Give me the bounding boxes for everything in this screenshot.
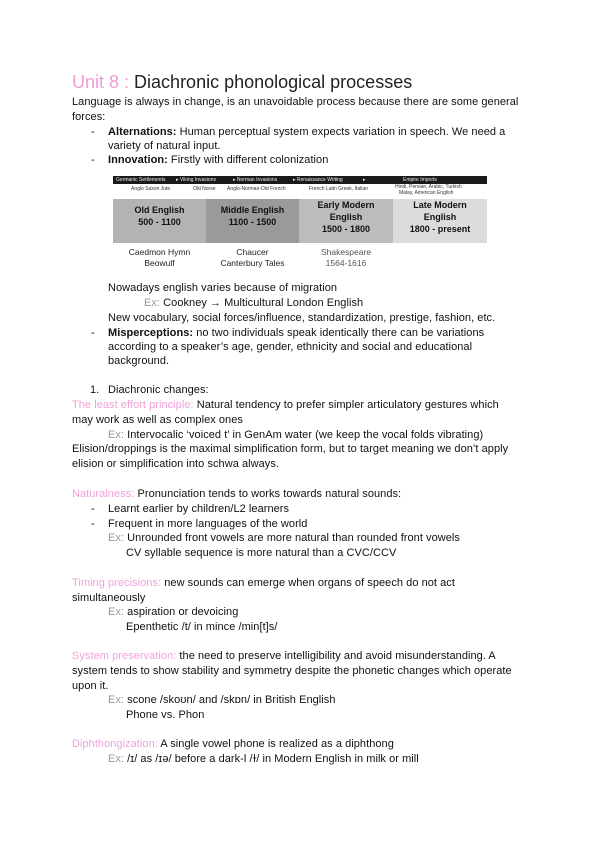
timeline-event-2: ▸ Norman Invasions bbox=[233, 177, 278, 183]
elision-line-1: Elision/droppings is the maximal simplification form, but to target meaning we don’t apply bbox=[72, 443, 509, 455]
innovation-text: Firstly with different colonization bbox=[167, 154, 329, 166]
least-effort-line-1 bbox=[72, 398, 499, 413]
migration-ex-label: Ex: bbox=[144, 297, 161, 309]
system-example-2: Phone vs. Phon bbox=[126, 709, 205, 721]
least-effort-label: The least effort principle: bbox=[72, 399, 194, 411]
diachronic-heading: Diachronic changes: bbox=[108, 384, 209, 396]
system-label: System preservation: bbox=[72, 650, 177, 662]
vocabulary-line: New vocabulary, social forces/influence, standardization, prestige, fashion, etc. bbox=[108, 312, 496, 324]
naturalness-text: Pronunciation tends to works towards natural sounds: bbox=[134, 488, 402, 500]
innovation-label: Innovation: bbox=[108, 154, 168, 166]
era-late-modern-english bbox=[393, 199, 487, 243]
works-middle-english bbox=[206, 247, 299, 269]
timeline-source-5: Malay, American English bbox=[399, 190, 454, 196]
migration-line: Nowadays english varies because of migration bbox=[108, 282, 338, 294]
era-old-english-dates: 500 - 1100 bbox=[138, 217, 181, 227]
misperceptions-dash: - bbox=[91, 327, 95, 339]
diphthongization-label: Diphthongization: bbox=[72, 738, 158, 750]
era-old-english-name: Old English bbox=[134, 205, 185, 215]
timeline-event-0: Germanic Settlements bbox=[116, 177, 166, 183]
system-text-1: the need to preserve intelligibility and avoid misunderstanding. A bbox=[176, 650, 496, 662]
alternations-line-2: variety of natural input. bbox=[108, 140, 221, 152]
title-text: Diachronic phonological processes bbox=[134, 72, 413, 92]
timing-ex-text: aspiration or devoicing bbox=[124, 606, 239, 618]
timeline-source-3: French Latin Greek, Italian bbox=[309, 186, 368, 192]
work-canterbury: Canterbury Tales bbox=[220, 258, 285, 268]
timing-line-2: simultaneously bbox=[72, 592, 146, 604]
timing-line-1 bbox=[72, 576, 455, 591]
diachronic-number: 1. bbox=[90, 384, 100, 396]
misperceptions-line-3: background. bbox=[108, 355, 170, 367]
naturalness-dash-2: - bbox=[91, 518, 95, 530]
timing-example bbox=[108, 605, 238, 620]
era-late-modern-name-2: English bbox=[423, 212, 457, 222]
diphthongization-ex-label: Ex: bbox=[108, 753, 125, 765]
naturalness-item-1: Learnt earlier by children/L2 learners bbox=[108, 503, 290, 515]
diphthongization-line bbox=[72, 737, 394, 752]
timeline-source-4: Hindi, Persian, Arabic, Turkish bbox=[395, 184, 462, 190]
misperceptions-line-2: according to a speaker’s age, gender, ethnicity and social and educational bbox=[108, 341, 473, 353]
era-late-modern-dates: 1800 - present bbox=[409, 224, 471, 234]
diphthongization-example bbox=[108, 752, 419, 767]
alternations-dash: - bbox=[91, 126, 95, 138]
system-line-1 bbox=[72, 649, 496, 664]
innovation-line bbox=[108, 153, 328, 168]
intro-line-1: Language is always in change, is an unavoidable process because there are some general bbox=[72, 96, 519, 108]
timeline-event-5: Empire Imports bbox=[403, 177, 437, 183]
misperceptions-text-1: no two individuals speak identically there can be variations bbox=[193, 327, 485, 339]
era-early-modern-dates: 1500 - 1800 bbox=[321, 224, 371, 234]
diphthongization-text: A single vowel phone is realized as a diphthong bbox=[157, 738, 394, 750]
timing-ex-label: Ex: bbox=[108, 606, 125, 618]
timeline-event-1: ▸ Viking Invasions bbox=[176, 177, 216, 183]
misperceptions-label: Misperceptions: bbox=[108, 327, 194, 339]
era-old-english bbox=[113, 199, 206, 243]
work-chaucer: Chaucer bbox=[236, 247, 269, 257]
least-effort-ex-label: Ex: bbox=[108, 429, 125, 441]
intro-line-2: forces: bbox=[72, 111, 106, 123]
elision-line-2: elision or simplification into schwa always. bbox=[72, 458, 280, 470]
timeline-event-bar bbox=[113, 176, 487, 184]
naturalness-label: Naturalness: bbox=[72, 488, 135, 500]
naturalness-dash-1: - bbox=[91, 503, 95, 515]
system-line-2: system tends to show stability and symmetry despite the phonetic changes which operate bbox=[72, 665, 512, 677]
alternations-line-1 bbox=[108, 125, 505, 140]
innovation-dash: - bbox=[91, 154, 95, 166]
title-separator: : bbox=[119, 72, 135, 92]
naturalness-item-2: Frequent in more languages of the world bbox=[108, 518, 308, 530]
timeline-source-0: Anglo Saxon Jute bbox=[131, 186, 171, 192]
work-beowulf: Beowulf bbox=[144, 258, 175, 268]
naturalness-example-2: CV syllable sequence is more natural than a CVC/CCV bbox=[126, 547, 397, 559]
era-early-modern-name-2: English bbox=[329, 212, 363, 222]
system-line-3: upon it. bbox=[72, 680, 109, 692]
naturalness-line bbox=[72, 487, 401, 502]
naturalness-ex-text: Unrounded front vowels are more natural than rounded front vowels bbox=[124, 532, 460, 544]
misperceptions-line-1 bbox=[108, 326, 484, 341]
era-early-modern-english bbox=[299, 199, 393, 243]
system-ex-text: scone /skoʊn/ and /skɒn/ in British English bbox=[124, 694, 336, 706]
alternations-text-1: Human perceptual system expects variation in speech. We need a bbox=[176, 126, 506, 138]
least-effort-text-1: Natural tendency to prefer simpler articulatory gestures which bbox=[193, 399, 499, 411]
title-unit: Unit 8 bbox=[72, 72, 120, 92]
era-middle-english-name: Middle English bbox=[220, 205, 285, 215]
system-ex-label: Ex: bbox=[108, 694, 125, 706]
era-middle-english-dates: 1100 - 1500 bbox=[228, 217, 277, 227]
work-caedmon: Caedmon Hymn bbox=[128, 247, 191, 257]
english-history-timeline bbox=[113, 176, 487, 276]
works-old-english bbox=[113, 247, 206, 269]
alternations-label: Alternations: bbox=[108, 126, 177, 138]
system-example bbox=[108, 693, 336, 708]
least-effort-line-2: may work as well as complex ones bbox=[72, 414, 243, 426]
timing-example-2: Epenthetic /t/ in mince /min[t]s/ bbox=[126, 621, 278, 633]
naturalness-example bbox=[108, 531, 460, 546]
diphthongization-ex-text: /ɪ/ as /ɪə/ before a dark-l /ɫ/ in Modern English in milk or mill bbox=[124, 753, 419, 765]
least-effort-ex-text: Intervocalic ‘voiced t’ in GenAm water (we keep the vocal folds vibrating) bbox=[124, 429, 484, 441]
timeline-event-3: ▸ Renaissance Writing bbox=[293, 177, 343, 183]
timeline-source-2: Anglo-Norman-Old French bbox=[227, 186, 286, 192]
timeline-source-1: Old Norse bbox=[193, 186, 216, 192]
work-shakespeare-years: 1564-1616 bbox=[325, 258, 367, 268]
migration-example bbox=[144, 296, 363, 311]
page-title bbox=[72, 71, 412, 93]
work-shakespeare: Shakespeare bbox=[320, 247, 372, 257]
least-effort-example bbox=[108, 428, 483, 443]
timing-label: Timing precisions: bbox=[72, 577, 162, 589]
era-early-modern-name-1: Early Modern bbox=[317, 200, 375, 210]
timing-text-1: new sounds can emerge when organs of speech do not act bbox=[161, 577, 455, 589]
migration-ex-text: Cookney → Multicultural London English bbox=[160, 297, 364, 309]
era-middle-english bbox=[206, 199, 299, 243]
works-early-modern bbox=[299, 247, 393, 269]
naturalness-ex-label: Ex: bbox=[108, 532, 125, 544]
era-late-modern-name-1: Late Modern bbox=[413, 200, 467, 210]
timeline-event-4: ▸ bbox=[363, 177, 366, 183]
